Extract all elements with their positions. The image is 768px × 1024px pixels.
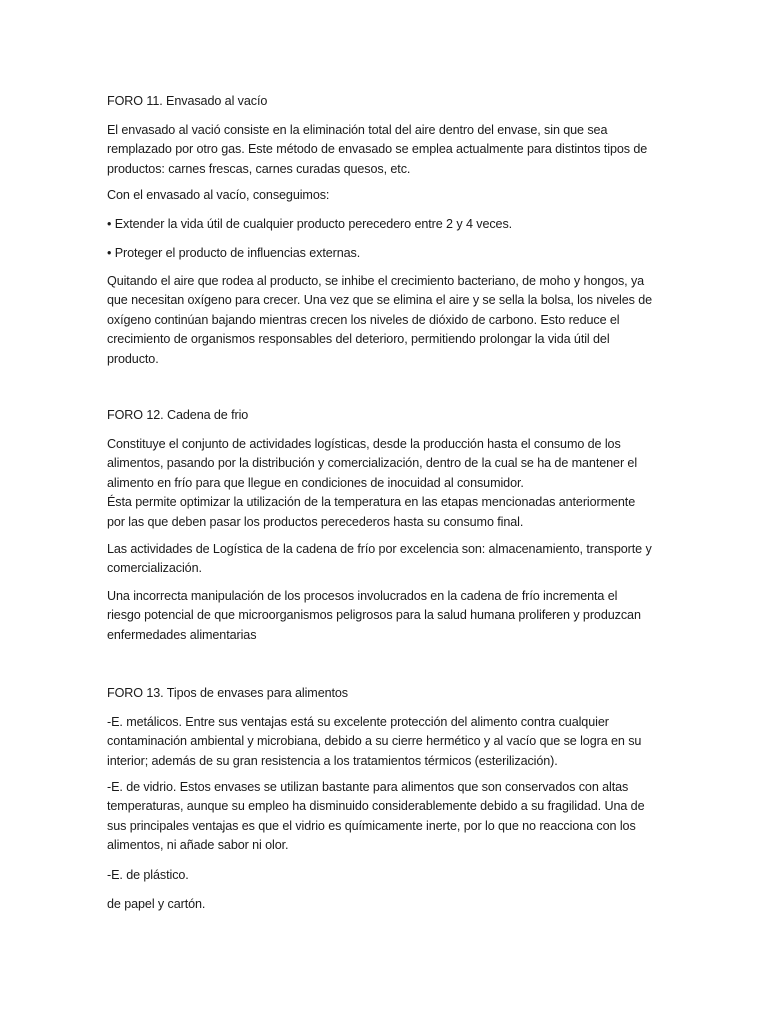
foro-13-paragraph-4: de papel y cartón. [107,897,206,911]
text-line: contaminación ambiental y microbiana, debido a su cierre hermético y al vacío que se logra en su [107,734,642,749]
text-line: sus principales ventajas es que el vidrio es químicamente inerte, por lo que no reacciona con los [107,818,636,833]
foro-12-paragraph-1 [107,435,667,532]
foro-13-heading: FORO 13. Tipos de envases para alimentos [107,686,349,700]
foro-11-bullet-1: • Extender la vida útil de cualquier producto perecedero entre 2 y 4 veces. [107,217,513,231]
text-line: comercialización. [107,561,202,576]
foro-11-heading: FORO 11. Envasado al vacío [107,94,268,108]
text-line: riesgo potencial de que microorganismos peligrosos para la salud humana proliferen y produzcan [107,608,641,623]
text-line: oxígeno continúan bajando mientras crecen los niveles de dióxido de carbono. Esto reduce el [107,312,620,327]
text-line: remplazado por otro gas. Este método de envasado se emplea actualmente para distintos tipos de [107,142,648,157]
text-line: Una incorrecta manipulación de los procesos involucrados en la cadena de frío incrementa el [107,589,618,603]
text-line: alimentos, pasando por la distribución y comercialización, dentro de la cual se ha de mantener el [107,456,638,471]
text-line: crecimiento de organismos responsables del deterioro, permitiendo prolongar la vida útil del [107,332,610,347]
text-line: Ésta permite optimizar la utilización de la temperatura en las etapas mencionadas anteriormente [107,495,636,510]
foro-11-bullet-2: • Proteger el producto de influencias externas. [107,246,361,260]
text-line: por las que deben pasar los productos perecederos hasta su consumo final. [107,514,524,529]
foro-12-paragraph-2 [107,540,667,579]
text-line: que necesitan oxígeno para crecer. Una vez que se elimina el aire y se sella la bolsa, los niveles de [107,293,653,308]
text-line: alimento en frío para que llegue en condiciones de inocuidad al consumidor. [107,475,524,490]
text-line: producto. [107,351,159,366]
text-line: Las actividades de Logística de la cadena de frío por excelencia son: almacenamiento, transporte y [107,542,652,556]
text-line: Quitando el aire que rodea al producto, se inhibe el crecimiento bacteriano, de moho y hongos, ya [107,274,645,288]
text-line: -E. metálicos. Entre sus ventajas está su excelente protección del alimento contra cualquier [107,715,609,729]
text-line: interior; además de su gran resistencia a los tratamientos térmicos (esterilización). [107,753,558,768]
text-line: alimentos, ni añade sabor ni olor. [107,838,289,853]
foro-13-paragraph-1 [107,713,667,771]
foro-11-paragraph-2: Con el envasado al vacío, conseguimos: [107,188,330,202]
text-line: -E. de vidrio. Estos envases se utilizan bastante para alimentos que son conservados con altas [107,780,629,794]
text-line: enfermedades alimentarias [107,627,257,642]
foro-13-paragraph-3: -E. de plástico. [107,868,189,882]
foro-12-paragraph-3 [107,587,667,645]
text-line: Constituye el conjunto de actividades logísticas, desde la producción hasta el consumo de los [107,437,621,451]
text-line: temperaturas, aunque su empleo ha disminuido considerablemente debido a su fragilidad. Una de [107,799,645,814]
text-line: productos: carnes frescas, carnes curadas quesos, etc. [107,161,411,176]
text-line: El envasado al vació consiste en la eliminación total del aire dentro del envase, sin que sea [107,123,608,137]
foro-11-paragraph-3 [107,272,667,369]
foro-13-paragraph-2 [107,778,667,856]
foro-12-heading: FORO 12. Cadena de frio [107,408,249,422]
foro-11-paragraph-1 [107,121,667,179]
